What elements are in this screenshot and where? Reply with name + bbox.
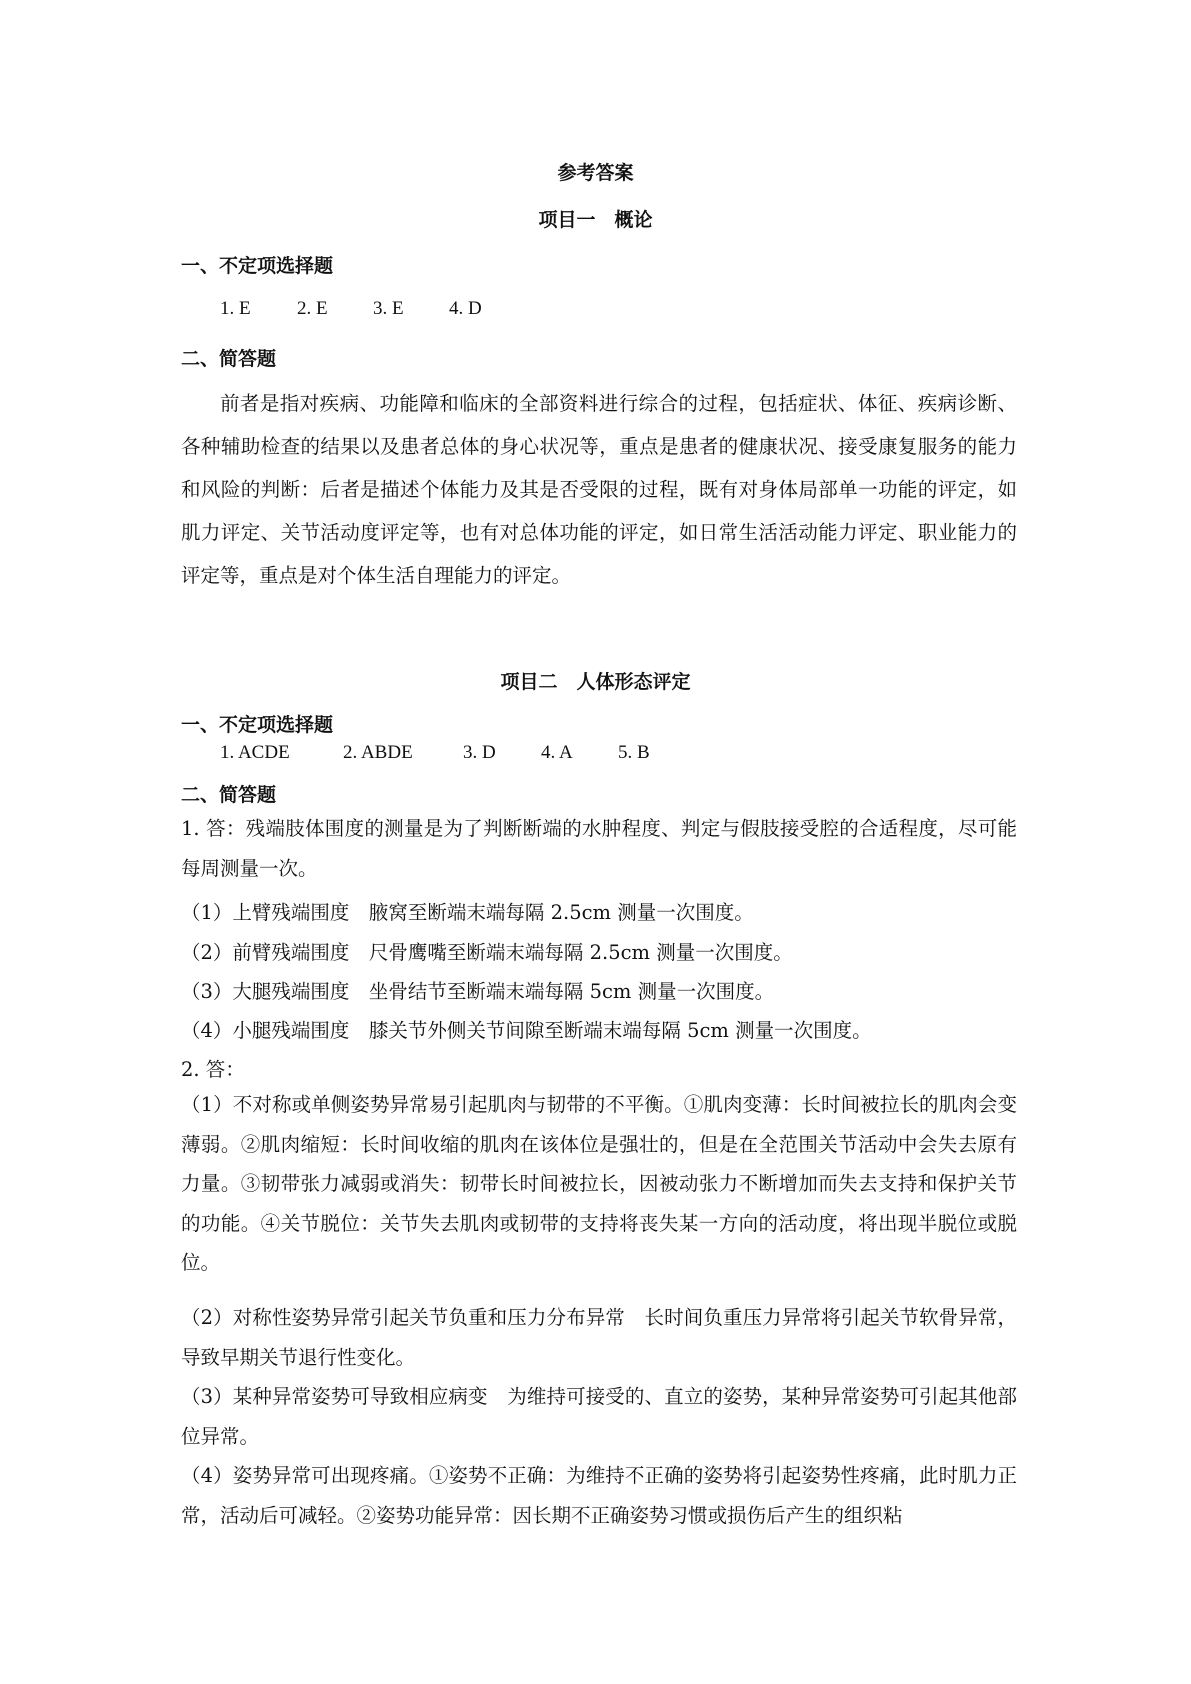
project1-answer-paragraph: 前者是指对疾病、功能障和临床的全部资料进行综合的过程，包括症状、体征、疾病诊断、各种辅助检查的结果以及患者总体的身心状况等，重点是患者的健康状况、接受康复服务的能力和风险的判断：后者是描述个体能力及其是否受限的过程，既有对身体局部单一功能的评定，如肌力评定、关节活动度评定等，也有对总体功能的评定，如日常生活活动能力评定、职业能力的评定等，重点是对个体生活自理能力的评定。 bbox=[181, 392, 1017, 587]
project2-answer-list bbox=[220, 742, 650, 764]
answer-item: 5. B bbox=[618, 742, 650, 763]
project2-section2-heading: 二、简答题 bbox=[181, 784, 277, 806]
answer-item: 2. ABDE bbox=[343, 742, 413, 763]
q1-item: （3）大腿残端围度 坐骨结节至断端末端每隔 5cm 测量一次围度。 bbox=[181, 980, 775, 1003]
project1-title: 项目一 概论 bbox=[538, 209, 653, 231]
q2-item: （1）不对称或单侧姿势异常易引起肌肉与韧带的不平衡。①肌肉变薄：长时间被拉长的肌肉会变薄弱。②肌肉缩短：长时间收缩的肌肉在该体位是强壮的，但是在全范围关节活动中会失去原有力量。③韧带张力减弱或消失：韧带长时间被拉长，因被动张力不断增加而失去支持和保护关节的功能。④关节脱位：关节失去肌肉或韧带的支持将丧失某一方向的活动度，将出现半脱位或脱位。 bbox=[181, 1093, 1017, 1274]
q1-intro: 1. 答：残端肢体围度的测量是为了判断断端的水肿程度、判定与假肢接受腔的合适程度，尽可能每周测量一次。 bbox=[181, 817, 1017, 880]
answer-item: 4. D bbox=[449, 298, 482, 319]
answer-item: 2. E bbox=[297, 298, 328, 319]
answer-item: 3. D bbox=[463, 742, 496, 763]
project1-section2-heading: 二、简答题 bbox=[181, 348, 277, 370]
answer-item: 1. ACDE bbox=[220, 742, 290, 763]
project1-answer-list bbox=[220, 298, 482, 320]
project2-section1-heading: 一、不定项选择题 bbox=[181, 714, 334, 736]
document-title: 参考答案 bbox=[557, 162, 634, 184]
project2-title: 项目二 人体形态评定 bbox=[500, 671, 691, 693]
q1-item: （1）上臂残端围度 腋窝至断端末端每隔 2.5cm 测量一次围度。 bbox=[181, 901, 754, 924]
answer-item: 3. E bbox=[373, 298, 404, 319]
answer-item: 4. A bbox=[541, 742, 573, 763]
project1-section1-heading: 一、不定项选择题 bbox=[181, 255, 334, 277]
q2-label: 2. 答： bbox=[181, 1058, 245, 1081]
q1-item: （4）小腿残端围度 膝关节外侧关节间隙至断端末端每隔 5cm 测量一次围度。 bbox=[181, 1019, 872, 1042]
q2-item: （4）姿势异常可出现疼痛。①姿势不正确：为维持不正确的姿势将引起姿势性疼痛，此时肌力正常，活动后可减轻。②姿势功能异常：因长期不正确姿势习惯或损伤后产生的组织粘 bbox=[181, 1464, 1017, 1527]
q2-item: （2）对称性姿势异常引起关节负重和压力分布异常 长时间负重压力异常将引起关节软骨异常，导致早期关节退行性变化。 bbox=[181, 1306, 1017, 1369]
answer-item: 1. E bbox=[220, 298, 251, 319]
q2-item: （3）某种异常姿势可导致相应病变 为维持可接受的、直立的姿势，某种异常姿势可引起其他部位异常。 bbox=[181, 1385, 1017, 1448]
q1-item: （2）前臂残端围度 尺骨鹰嘴至断端末端每隔 2.5cm 测量一次围度。 bbox=[181, 941, 793, 964]
